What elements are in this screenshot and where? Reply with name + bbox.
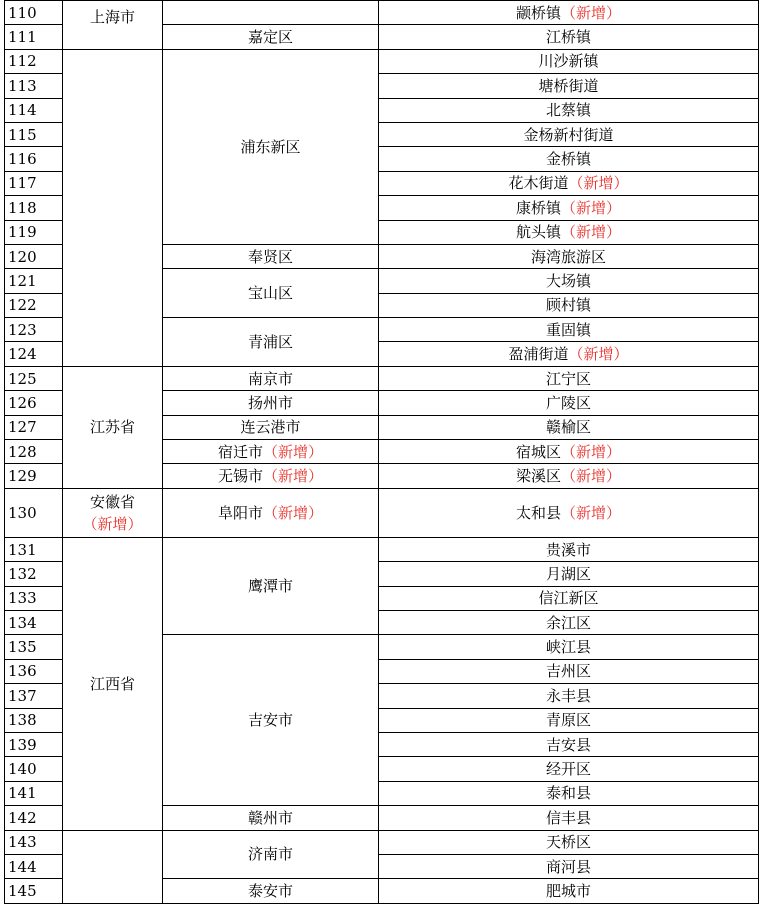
city-cell: 无锡市（新增）: [163, 464, 379, 488]
town-cell: 塘桥街道: [379, 74, 759, 98]
town-cell: 信丰县: [379, 806, 759, 830]
new-tag: （新增）: [263, 467, 324, 486]
city-cell: 吉安市: [163, 635, 379, 806]
town-cell: 川沙新镇: [379, 49, 759, 73]
new-tag: （新增）: [561, 223, 622, 242]
row-number: 117: [5, 171, 63, 195]
town-cell: 经开区: [379, 757, 759, 781]
table-row: [5, 1, 759, 25]
town-cell: 梁溪区（新增）: [379, 464, 759, 488]
town-cell: 江宁区: [379, 366, 759, 390]
row-number: 144: [5, 854, 63, 878]
province-cell-empty: [63, 49, 163, 366]
town-cell: 天桥区: [379, 830, 759, 854]
town-cell: 顾村镇: [379, 293, 759, 317]
row-number: 141: [5, 781, 63, 805]
row-number: 145: [5, 879, 63, 903]
new-tag: （新增）: [561, 198, 622, 217]
town-cell: 康桥镇（新增）: [379, 196, 759, 220]
town-cell: 余江区: [379, 610, 759, 634]
table-row: [5, 488, 759, 537]
row-number: 113: [5, 74, 63, 98]
city-cell: 嘉定区: [163, 25, 379, 49]
province-name: 上海市: [89, 8, 135, 26]
new-tag: （新增）: [561, 442, 622, 461]
new-tag: （新增）: [568, 345, 629, 364]
row-number: 124: [5, 342, 63, 366]
row-number: 114: [5, 98, 63, 122]
row-number: 123: [5, 318, 63, 342]
row-number: 111: [5, 25, 63, 49]
town-cell: 赣榆区: [379, 415, 759, 439]
city-cell: 济南市: [163, 830, 379, 879]
row-number: 112: [5, 49, 63, 73]
row-number: 143: [5, 830, 63, 854]
row-number: 133: [5, 586, 63, 610]
row-number: 132: [5, 562, 63, 586]
town-cell: 永丰县: [379, 684, 759, 708]
town-cell: 花木街道（新增）: [379, 171, 759, 195]
town-cell: 江桥镇: [379, 25, 759, 49]
town-cell: 航头镇（新增）: [379, 220, 759, 244]
city-cell: 宿迁市（新增）: [163, 440, 379, 464]
row-number: 127: [5, 415, 63, 439]
province-cell: 江西省: [63, 537, 163, 830]
row-number: 142: [5, 806, 63, 830]
row-number: 134: [5, 610, 63, 634]
row-number: 115: [5, 122, 63, 146]
new-tag: （新增）: [561, 503, 622, 522]
row-number: 122: [5, 293, 63, 317]
city-cell: 南京市: [163, 366, 379, 390]
town-cell: 宿城区（新增）: [379, 440, 759, 464]
row-number: 126: [5, 391, 63, 415]
town-cell: 肥城市: [379, 879, 759, 903]
city-cell: 青浦区: [163, 318, 379, 367]
town-cell: 北蔡镇: [379, 98, 759, 122]
town-cell: 青原区: [379, 708, 759, 732]
town-cell: 贵溪市: [379, 537, 759, 561]
town-cell: 信江新区: [379, 586, 759, 610]
town-cell: 峡江县: [379, 635, 759, 659]
town-cell: 吉安县: [379, 732, 759, 756]
town-cell: 重固镇: [379, 318, 759, 342]
province-cell: 江苏省: [63, 366, 163, 488]
town-cell: 太和县（新增）: [379, 488, 759, 537]
city-cell: 连云港市: [163, 415, 379, 439]
row-number: 136: [5, 659, 63, 683]
row-number: 119: [5, 220, 63, 244]
town-cell: 颛桥镇（新增）: [379, 1, 759, 25]
city-cell: 鹰潭市: [163, 537, 379, 635]
region-table: [4, 0, 759, 904]
row-number: 121: [5, 269, 63, 293]
new-tag: （新增）: [561, 467, 622, 486]
town-cell: 金桥镇: [379, 147, 759, 171]
row-number: 138: [5, 708, 63, 732]
city-cell: 奉贤区: [163, 244, 379, 268]
row-number: 131: [5, 537, 63, 561]
row-number: 139: [5, 732, 63, 756]
row-number: 140: [5, 757, 63, 781]
province-cell: [63, 1, 163, 50]
province-cell-empty: [63, 830, 163, 903]
table-row: [5, 49, 759, 73]
city-cell: 宝山区: [163, 269, 379, 318]
town-cell: 大场镇: [379, 269, 759, 293]
town-cell: 金杨新村街道: [379, 122, 759, 146]
new-tag: （新增）: [568, 174, 629, 193]
town-cell: 泰和县: [379, 781, 759, 805]
town-cell: 广陵区: [379, 391, 759, 415]
table-row: [5, 366, 759, 390]
town-cell: 盈浦街道（新增）: [379, 342, 759, 366]
town-cell: 吉州区: [379, 659, 759, 683]
row-number: 118: [5, 196, 63, 220]
town-cell: 月湖区: [379, 562, 759, 586]
city-cell: 扬州市: [163, 391, 379, 415]
town-cell: 商河县: [379, 854, 759, 878]
city-cell: 阜阳市（新增）: [163, 488, 379, 537]
town-cell: 海湾旅游区: [379, 244, 759, 268]
row-number: 129: [5, 464, 63, 488]
table-row: [5, 830, 759, 854]
city-cell: 赣州市: [163, 806, 379, 830]
row-number: 120: [5, 244, 63, 268]
province-cell: 安徽省 （新增）: [63, 488, 163, 537]
row-number: 110: [5, 1, 63, 25]
row-number: 135: [5, 635, 63, 659]
row-number: 125: [5, 366, 63, 390]
table-row: [5, 537, 759, 561]
row-number: 116: [5, 147, 63, 171]
new-tag: （新增）: [561, 3, 622, 22]
new-tag: （新增）: [263, 503, 324, 522]
new-tag: （新增）: [82, 514, 143, 533]
city-cell: [163, 1, 379, 25]
city-cell: 浦东新区: [163, 49, 379, 244]
row-number: 137: [5, 684, 63, 708]
row-number: 130: [5, 488, 63, 537]
new-tag: （新增）: [263, 442, 324, 461]
city-cell: 泰安市: [163, 879, 379, 903]
row-number: 128: [5, 440, 63, 464]
